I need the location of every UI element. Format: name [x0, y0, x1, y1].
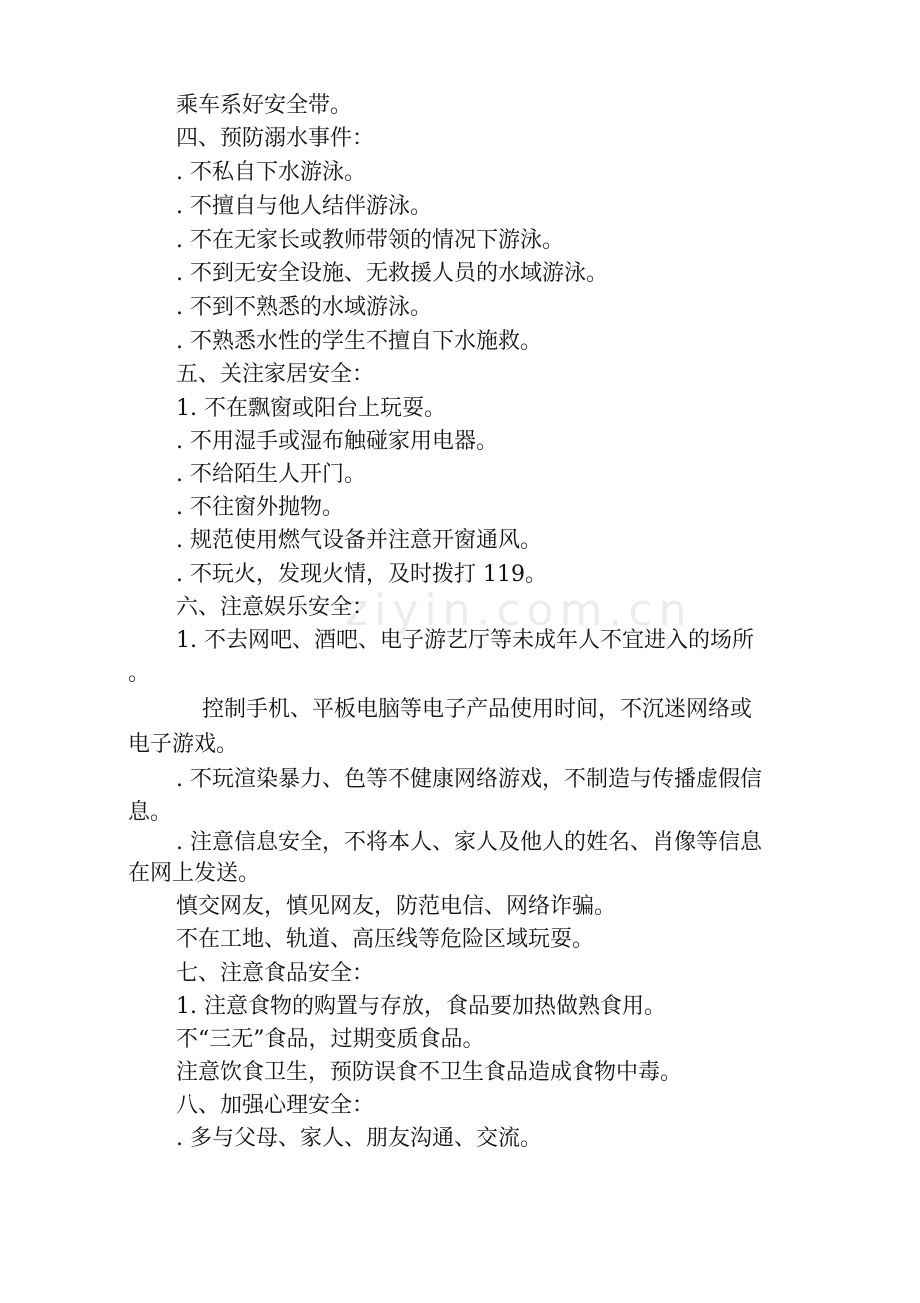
list-item: . 不熟悉水性的学生不擅自下水施救。: [176, 329, 542, 354]
section-heading: 六、注意娱乐安全：: [176, 595, 375, 620]
list-item: 1. 不去网吧、酒吧、电子游艺厅等未成年人不宜进入的场所: [176, 628, 754, 653]
list-item: 控制手机、平板电脑等电子产品使用时间，不沉迷网络或: [202, 697, 753, 722]
list-item: 1. 不在飘窗或阳台上玩耍。: [176, 396, 446, 421]
list-item: 1. 注意食物的购置与存放，食品要加热做熟食用。: [176, 994, 666, 1019]
list-item: . 注意信息安全，不将本人、家人及他人的姓名、肖像等信息: [176, 830, 762, 855]
watermark: ziyin.com.cn: [345, 585, 693, 636]
list-item: . 不给陌生人开门。: [176, 462, 366, 487]
section-heading: 八、加强心理安全：: [176, 1093, 375, 1118]
list-item: . 不擅自与他人结伴游泳。: [176, 194, 432, 219]
list-item: . 不玩渲染暴力、色等不健康网络游戏，不制造与传播虚假信: [176, 767, 762, 792]
list-item-continuation: 。: [128, 661, 151, 686]
section-heading: 七、注意食品安全：: [176, 961, 375, 986]
list-item: . 不私自下水游泳。: [176, 160, 366, 185]
list-item: 不在工地、轨道、高压线等危险区域玩耍。: [176, 927, 595, 952]
list-item-continuation: 息。: [128, 800, 173, 825]
list-item: . 不到不熟悉的水域游泳。: [176, 295, 432, 320]
section-heading: 五、关注家居安全：: [176, 362, 375, 387]
list-item: . 不用湿手或湿布触碰家用电器。: [176, 429, 498, 454]
section-heading: 四、预防溺水事件：: [176, 126, 375, 151]
text-line: 乘车系好安全带。: [176, 93, 353, 118]
list-item: . 不往窗外抛物。: [176, 495, 344, 520]
list-item: . 多与父母、家人、朋友沟通、交流。: [176, 1126, 542, 1151]
list-item: 不“三无”食品，过期变质食品。: [176, 1027, 485, 1052]
list-item-continuation: 在网上发送。: [128, 861, 261, 886]
list-item: . 不到无安全设施、无救援人员的水域游泳。: [176, 261, 608, 286]
list-item: . 不在无家长或教师带领的情况下游泳。: [176, 228, 564, 253]
list-item: 慎交网友，慎见网友，防范电信、网络诈骗。: [176, 894, 617, 919]
list-item: 注意饮食卫生，预防误食不卫生食品造成食物中毒。: [176, 1060, 683, 1085]
list-item: . 不玩火，发现火情，及时拨打 119。: [176, 562, 547, 587]
list-item: . 规范使用燃气设备并注意开窗通风。: [176, 528, 542, 553]
list-item-continuation: 电子游戏。: [128, 732, 239, 757]
